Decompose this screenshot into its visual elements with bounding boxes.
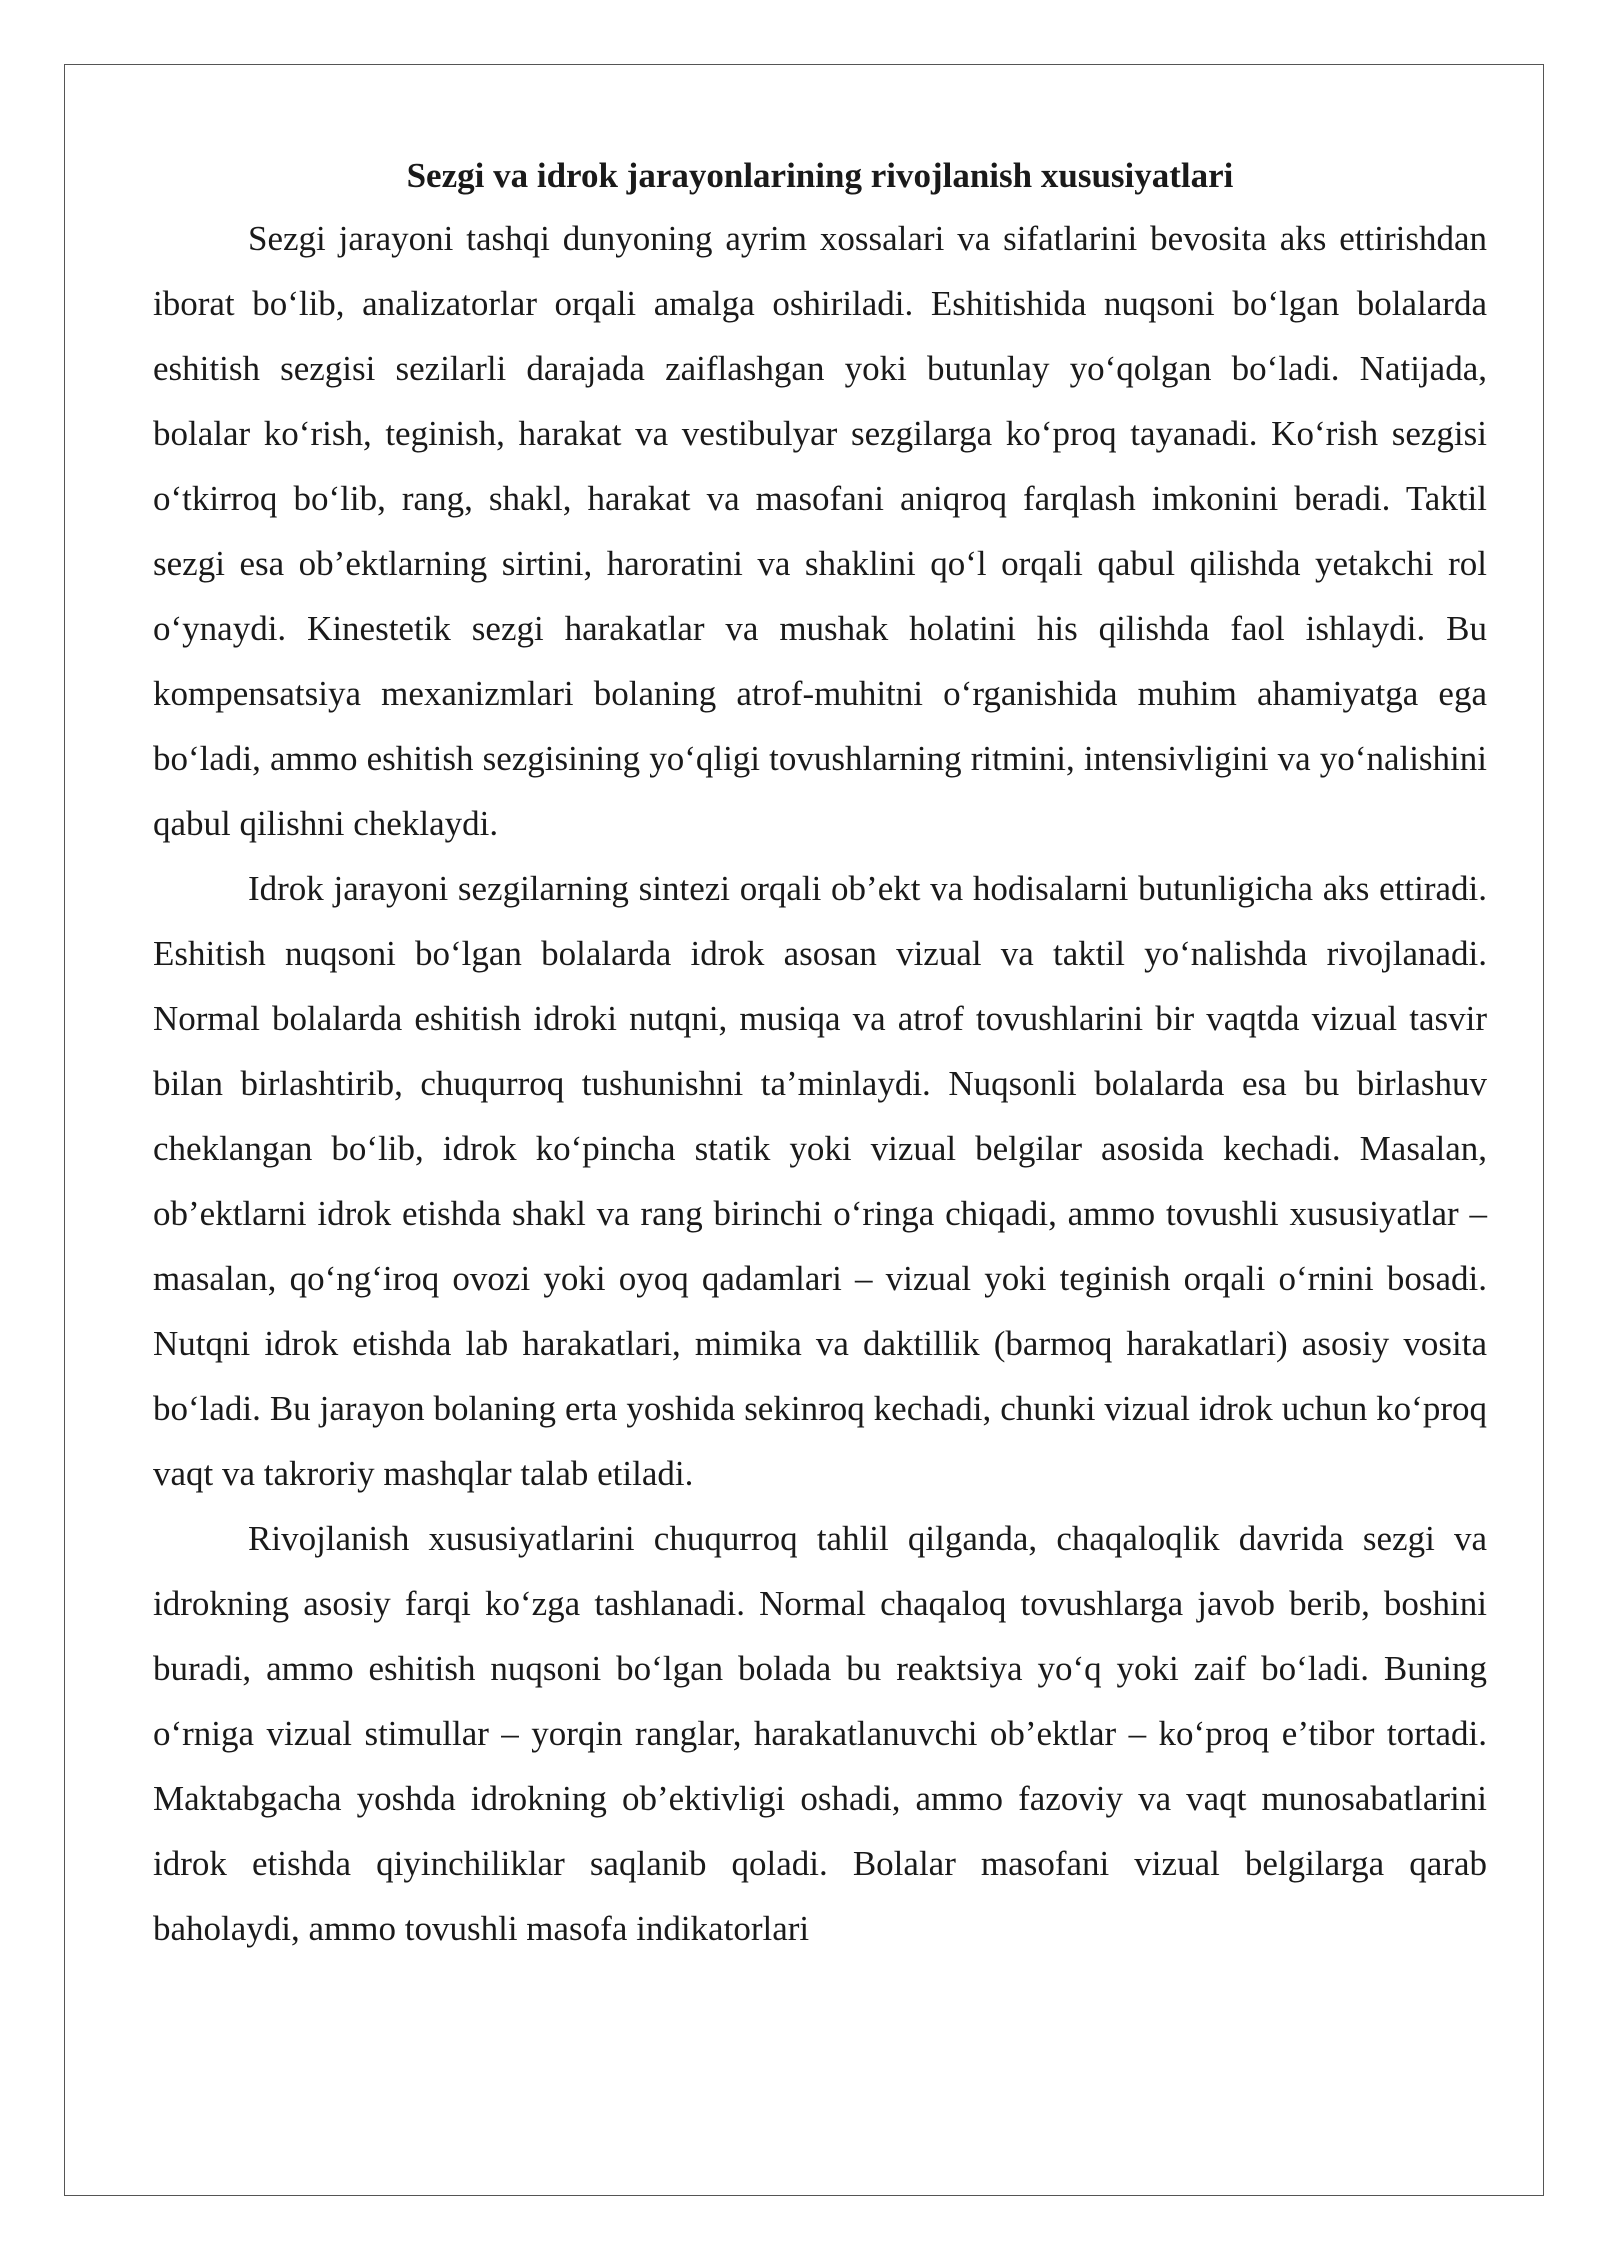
document-title: Sezgi va idrok jarayonlarining rivojlanish xususiyatlari [406, 156, 1234, 195]
paragraph-idrok: Idrok jarayoni sezgilarning sintezi orqali ob’ekt va hodisalarni butunligicha aks ettiradi. Eshitish nuqsoni bo‘lgan bolalarda idrok asosan vizual va taktil yo‘nalishda rivojlanadi. Normal bolalarda eshitish idroki nutqni, musiqa va atrof tovushlarini bir vaqtda vizual tasvir bilan birlashtirib, chuqurroq tushunishni ta’minlaydi. Nuqsonli bolalarda esa bu birlashuv cheklangan bo‘lib, idrok ko‘pincha statik yoki vizual belgilar asosida kechadi. Masalan, ob’ektlarni idrok etishda shakl va rang birinchi o‘ringa chiqadi, ammo tovushli xususiyatlar – masalan, qo‘ng‘iroq ovozi yoki oyoq qadamlari – vizual yoki teginish orqali o‘rnini bosadi. Nutqni idrok etishda lab harakatlari, mimika va daktillik (barmoq harakatlari) asosiy vosita bo‘ladi. Bu jarayon bolaning erta yoshida sekinroq kechadi, chunki vizual idrok uchun ko‘proq vaqt va takroriy mashqlar talab etiladi. [153, 869, 1487, 1493]
document-body [153, 150, 1487, 1961]
paragraph-rivojlanish: Rivojlanish xususiyatlarini chuqurroq tahlil qilganda, chaqaloqlik davrida sezgi va idrokning asosiy farqi ko‘zga tashlanadi. Normal chaqaloq tovushlarga javob berib, boshini buradi, ammo eshitish nuqsoni bo‘lgan bolada bu reaktsiya yo‘q yoki zaif bo‘ladi. Buning o‘rniga vizual stimullar – yorqin ranglar, harakatlanuvchi ob’ektlar – ko‘proq e’tibor tortadi. Maktabgacha yoshda idrokning ob’ektivligi oshadi, ammo fazoviy va vaqt munosabatlarini idrok etishda qiyinchiliklar saqlanib qoladi. Bolalar masofani vizual belgilarga qarab baholaydi, ammo tovushli masofa indikatorlari [153, 1519, 1487, 1948]
paragraph-sezgi: Sezgi jarayoni tashqi dunyoning ayrim xossalari va sifatlarini bevosita aks ettirishdan iborat bo‘lib, analizatorlar orqali amalga oshiriladi. Eshitishida nuqsoni bo‘lgan bolalarda eshitish sezgisi sezilarli darajada zaiflashgan yoki butunlay yo‘qolgan bo‘ladi. Natijada, bolalar ko‘rish, teginish, harakat va vestibulyar sezgilarga ko‘proq tayanadi. Ko‘rish sezgisi o‘tkirroq bo‘lib, rang, shakl, harakat va masofani aniqroq farqlash imkonini beradi. Taktil sezgi esa ob’ektlarning sirtini, haroratini va shaklini qo‘l orqali qabul qilishda yetakchi rol o‘ynaydi. Kinestetik sezgi harakatlar va mushak holatini his qilishda faol ishlaydi. Bu kompensatsiya mexanizmlari bolaning atrof-muhitni o‘rganishida muhim ahamiyatga ega bo‘ladi, ammo eshitish sezgisining yo‘qligi tovushlarning ritmini, intensivligini va yo‘nalishini qabul qilishni cheklaydi. [153, 219, 1487, 843]
